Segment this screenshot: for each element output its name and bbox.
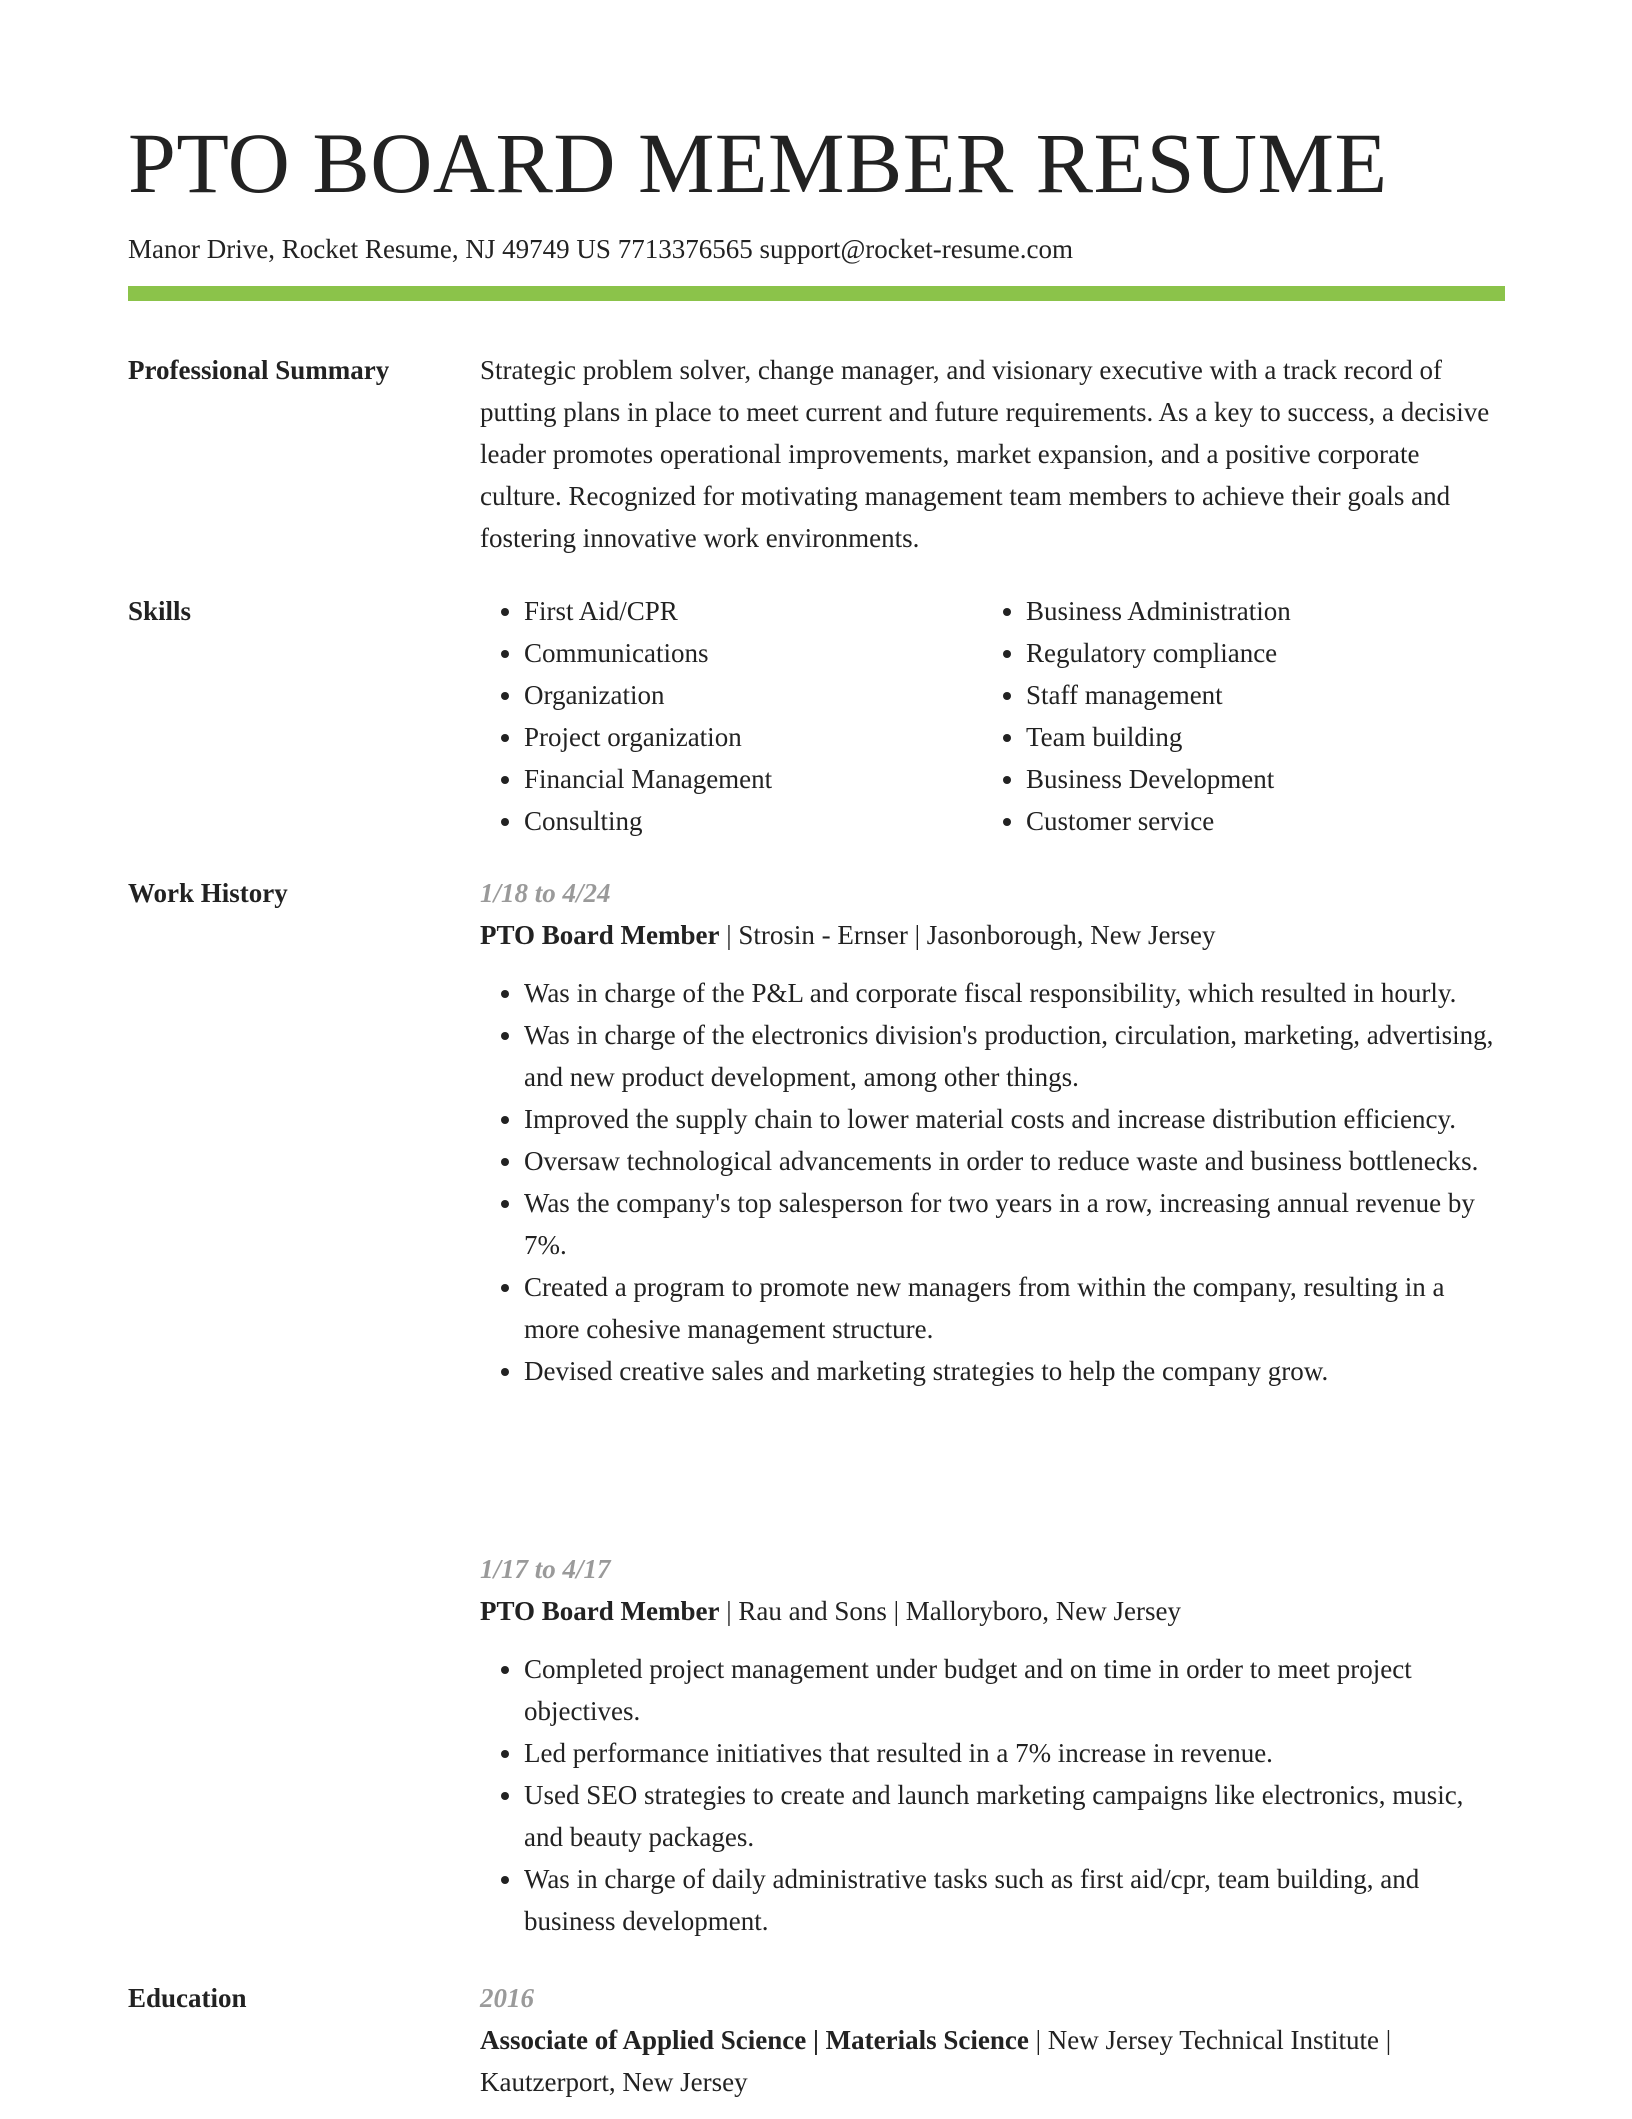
education-degree: Associate of Applied Science | Materials Science [480,2025,1029,2055]
section-label-summary: Professional Summary [128,355,390,385]
job-entry [480,1548,1505,1942]
accent-divider [128,286,1505,301]
work-history-section [480,872,1505,1952]
job-details: | Rau and Sons | Malloryboro, New Jersey [719,1596,1181,1626]
skill-item: • First Aid/CPR [524,590,1004,632]
skill-item: • Business Administration [1026,590,1546,632]
section-label-skills: Skills [128,596,192,626]
job-bullet: • Was in charge of daily administrative tasks such as first aid/cpr, team building, and business development. [524,1858,1505,1942]
summary-section [480,349,1505,559]
summary-text: Strategic problem solver, change manager, and visionary executive with a track record of putting plans in place to meet current and future requirements. As a key to success, a decisive leader promotes operational improvements, market expansion, and a positive corporate culture. Recognized for motivating management team members to achieve their goals and fostering innovative work environments. [480,355,1490,553]
skill-item: • Communications [524,632,1004,674]
skills-list-left [480,590,1004,842]
skill-item: • Consulting [524,800,1004,842]
education-year: 2016 [480,1983,534,2013]
section-label-education: Education [128,1983,247,2013]
job-dates: 1/18 to 4/24 [480,878,611,908]
job-bullet: • Created a program to promote new managers from within the company, resulting in a more cohesive management structure. [524,1266,1505,1350]
skill-item: • Team building [1026,716,1546,758]
job-dates: 1/17 to 4/17 [480,1554,611,1584]
job-bullet: • Was in charge of the P&L and corporate fiscal responsibility, which resulted in hourly. [524,972,1505,1014]
skills-section [480,590,1505,842]
skill-item: • Organization [524,674,1004,716]
job-bullet: • Completed project management under budget and on time in order to meet project objectives. [524,1648,1505,1732]
skill-item: • Customer service [1026,800,1546,842]
resume-title: PTO BOARD MEMBER RESUME [128,115,1388,211]
job-bullet: • Oversaw technological advancements in order to reduce waste and business bottlenecks. [524,1140,1505,1182]
job-bullets [480,1648,1505,1942]
skill-item: • Business Development [1026,758,1546,800]
skill-item: • Regulatory compliance [1026,632,1546,674]
contact-line: Manor Drive, Rocket Resume, NJ 49749 US 7713376565 support@rocket-resume.com [128,234,1073,264]
job-bullet: • Used SEO strategies to create and launch marketing campaigns like electronics, music, and beauty packages. [524,1774,1505,1858]
job-bullet: • Was in charge of the electronics division's production, circulation, marketing, advertising, and new product development, among other things. [524,1014,1505,1098]
education-details: | New Jersey Technical Institute | Kautzerport, New Jersey [480,2025,1392,2097]
skill-item: • Financial Management [524,758,1004,800]
section-label-work-history: Work History [128,878,288,908]
education-section [480,1977,1505,2119]
job-title: PTO Board Member [480,920,720,950]
job-bullet: • Led performance initiatives that resulted in a 7% increase in revenue. [524,1732,1505,1774]
job-title: PTO Board Member [480,1596,720,1626]
job-entry [480,872,1505,1392]
skill-item: • Staff management [1026,674,1546,716]
job-bullet: • Devised creative sales and marketing strategies to help the company grow. [524,1350,1505,1392]
job-bullet: • Improved the supply chain to lower material costs and increase distribution efficiency. [524,1098,1505,1140]
job-heading [480,914,1505,956]
skills-list-right [982,590,1546,842]
job-bullet: • Was the company's top salesperson for two years in a row, increasing annual revenue by 7%. [524,1182,1505,1266]
skill-item: • Project organization [524,716,1004,758]
job-bullets [480,972,1505,1392]
education-heading [480,2019,1505,2103]
job-heading [480,1590,1505,1632]
job-details: | Strosin - Ernser | Jasonborough, New Jersey [719,920,1216,950]
